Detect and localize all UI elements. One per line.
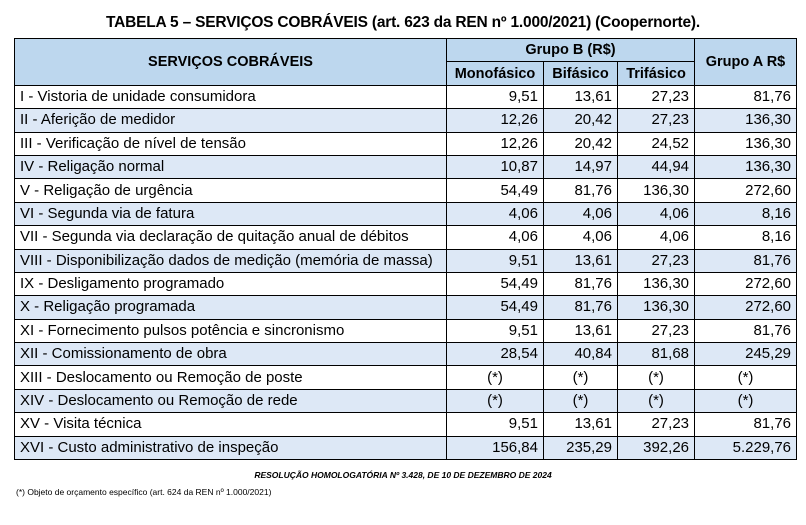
service-name-cell: IX - Desligamento programado xyxy=(15,272,447,295)
table-row xyxy=(15,179,797,202)
bifasico-cell: 20,42 xyxy=(544,132,618,155)
trifasico-cell: 392,26 xyxy=(618,436,695,459)
service-name-cell: XI - Fornecimento pulsos potência e sincronismo xyxy=(15,319,447,342)
table-row xyxy=(15,389,797,412)
trifasico-cell: (*) xyxy=(618,389,695,412)
service-name-cell: XIV - Deslocamento ou Remoção de rede xyxy=(15,389,447,412)
header-monofasico: Monofásico xyxy=(447,62,544,85)
bifasico-cell: 4,06 xyxy=(544,226,618,249)
grupo-a-cell: 8,16 xyxy=(695,226,797,249)
trifasico-cell: 24,52 xyxy=(618,132,695,155)
bifasico-cell: 81,76 xyxy=(544,296,618,319)
table-row xyxy=(15,319,797,342)
grupo-a-cell: 81,76 xyxy=(695,319,797,342)
trifasico-cell: 27,23 xyxy=(618,249,695,272)
service-name-cell: III - Verificação de nível de tensão xyxy=(15,132,447,155)
bifasico-cell: (*) xyxy=(544,366,618,389)
service-name-cell: VI - Segunda via de fatura xyxy=(15,202,447,225)
service-name-cell: VII - Segunda via declaração de quitação anual de débitos xyxy=(15,226,447,249)
table-row xyxy=(15,132,797,155)
table-body xyxy=(15,85,797,459)
table-row xyxy=(15,436,797,459)
resolution-note: RESOLUÇÃO HOMOLOGATÓRIA Nº 3.428, DE 10 DE DEZEMBRO DE 2024 xyxy=(254,470,552,480)
table-row xyxy=(15,413,797,436)
grupo-a-cell: 136,30 xyxy=(695,132,797,155)
service-name-cell: I - Vistoria de unidade consumidora xyxy=(15,85,447,108)
bifasico-cell: 81,76 xyxy=(544,179,618,202)
table-row xyxy=(15,155,797,178)
table-row xyxy=(15,343,797,366)
service-name-cell: V - Religação de urgência xyxy=(15,179,447,202)
table-row xyxy=(15,249,797,272)
service-name-cell: XIII - Deslocamento ou Remoção de poste xyxy=(15,366,447,389)
trifasico-cell: 27,23 xyxy=(618,85,695,108)
trifasico-cell: 81,68 xyxy=(618,343,695,366)
service-name-cell: VIII - Disponibilização dados de medição (memória de massa) xyxy=(15,249,447,272)
trifasico-cell: 27,23 xyxy=(618,109,695,132)
monofasico-cell: (*) xyxy=(447,366,544,389)
trifasico-cell: 27,23 xyxy=(618,319,695,342)
monofasico-cell: 4,06 xyxy=(447,226,544,249)
trifasico-cell: 136,30 xyxy=(618,296,695,319)
bifasico-cell: 13,61 xyxy=(544,85,618,108)
bifasico-cell: 4,06 xyxy=(544,202,618,225)
grupo-a-cell: (*) xyxy=(695,366,797,389)
table-row xyxy=(15,226,797,249)
service-name-cell: XII - Comissionamento de obra xyxy=(15,343,447,366)
table-row xyxy=(15,109,797,132)
monofasico-cell: 9,51 xyxy=(447,413,544,436)
service-name-cell: XV - Visita técnica xyxy=(15,413,447,436)
service-name-cell: XVI - Custo administrativo de inspeção xyxy=(15,436,447,459)
monofasico-cell: 156,84 xyxy=(447,436,544,459)
monofasico-cell: 9,51 xyxy=(447,319,544,342)
monofasico-cell: 28,54 xyxy=(447,343,544,366)
bifasico-cell: 20,42 xyxy=(544,109,618,132)
monofasico-cell: 9,51 xyxy=(447,249,544,272)
table-row xyxy=(15,272,797,295)
grupo-a-cell: 272,60 xyxy=(695,272,797,295)
trifasico-cell: 136,30 xyxy=(618,272,695,295)
trifasico-cell: 136,30 xyxy=(618,179,695,202)
trifasico-cell: 4,06 xyxy=(618,226,695,249)
grupo-a-cell: 8,16 xyxy=(695,202,797,225)
monofasico-cell: 4,06 xyxy=(447,202,544,225)
monofasico-cell: 54,49 xyxy=(447,296,544,319)
monofasico-cell: 9,51 xyxy=(447,85,544,108)
monofasico-cell: 54,49 xyxy=(447,272,544,295)
header-bifasico: Bifásico xyxy=(544,62,618,85)
grupo-a-cell: 81,76 xyxy=(695,249,797,272)
grupo-a-cell: 136,30 xyxy=(695,109,797,132)
table-row xyxy=(15,85,797,108)
grupo-a-cell: 5.229,76 xyxy=(695,436,797,459)
grupo-a-cell: 136,30 xyxy=(695,155,797,178)
trifasico-cell: (*) xyxy=(618,366,695,389)
monofasico-cell: 12,26 xyxy=(447,132,544,155)
monofasico-cell: 10,87 xyxy=(447,155,544,178)
bifasico-cell: 14,97 xyxy=(544,155,618,178)
monofasico-cell: 54,49 xyxy=(447,179,544,202)
bifasico-cell: 13,61 xyxy=(544,413,618,436)
bifasico-cell: 40,84 xyxy=(544,343,618,366)
header-grupo-a: Grupo A R$ xyxy=(695,39,797,86)
services-table xyxy=(14,38,797,460)
grupo-a-cell: 272,60 xyxy=(695,179,797,202)
table-row xyxy=(15,366,797,389)
table-row xyxy=(15,296,797,319)
grupo-a-cell: 272,60 xyxy=(695,296,797,319)
table-row xyxy=(15,202,797,225)
service-name-cell: X - Religação programada xyxy=(15,296,447,319)
bifasico-cell: 13,61 xyxy=(544,319,618,342)
bifasico-cell: 81,76 xyxy=(544,272,618,295)
header-trifasico: Trifásico xyxy=(618,62,695,85)
trifasico-cell: 44,94 xyxy=(618,155,695,178)
header-grupo-b: Grupo B (R$) xyxy=(447,39,695,62)
monofasico-cell: 12,26 xyxy=(447,109,544,132)
bifasico-cell: 235,29 xyxy=(544,436,618,459)
header-servicos: SERVIÇOS COBRÁVEIS xyxy=(15,39,447,86)
grupo-a-cell: 245,29 xyxy=(695,343,797,366)
bifasico-cell: 13,61 xyxy=(544,249,618,272)
bifasico-cell: (*) xyxy=(544,389,618,412)
table-title: TABELA 5 – SERVIÇOS COBRÁVEIS (art. 623 da REN nº 1.000/2021) (Coopernorte). xyxy=(106,14,700,31)
grupo-a-cell: 81,76 xyxy=(695,413,797,436)
grupo-a-cell: 81,76 xyxy=(695,85,797,108)
service-name-cell: II - Aferição de medidor xyxy=(15,109,447,132)
monofasico-cell: (*) xyxy=(447,389,544,412)
footnote: (*) Objeto de orçamento específico (art. 624 da REN nº 1.000/2021) xyxy=(16,487,272,497)
service-name-cell: IV - Religação normal xyxy=(15,155,447,178)
grupo-a-cell: (*) xyxy=(695,389,797,412)
trifasico-cell: 27,23 xyxy=(618,413,695,436)
trifasico-cell: 4,06 xyxy=(618,202,695,225)
